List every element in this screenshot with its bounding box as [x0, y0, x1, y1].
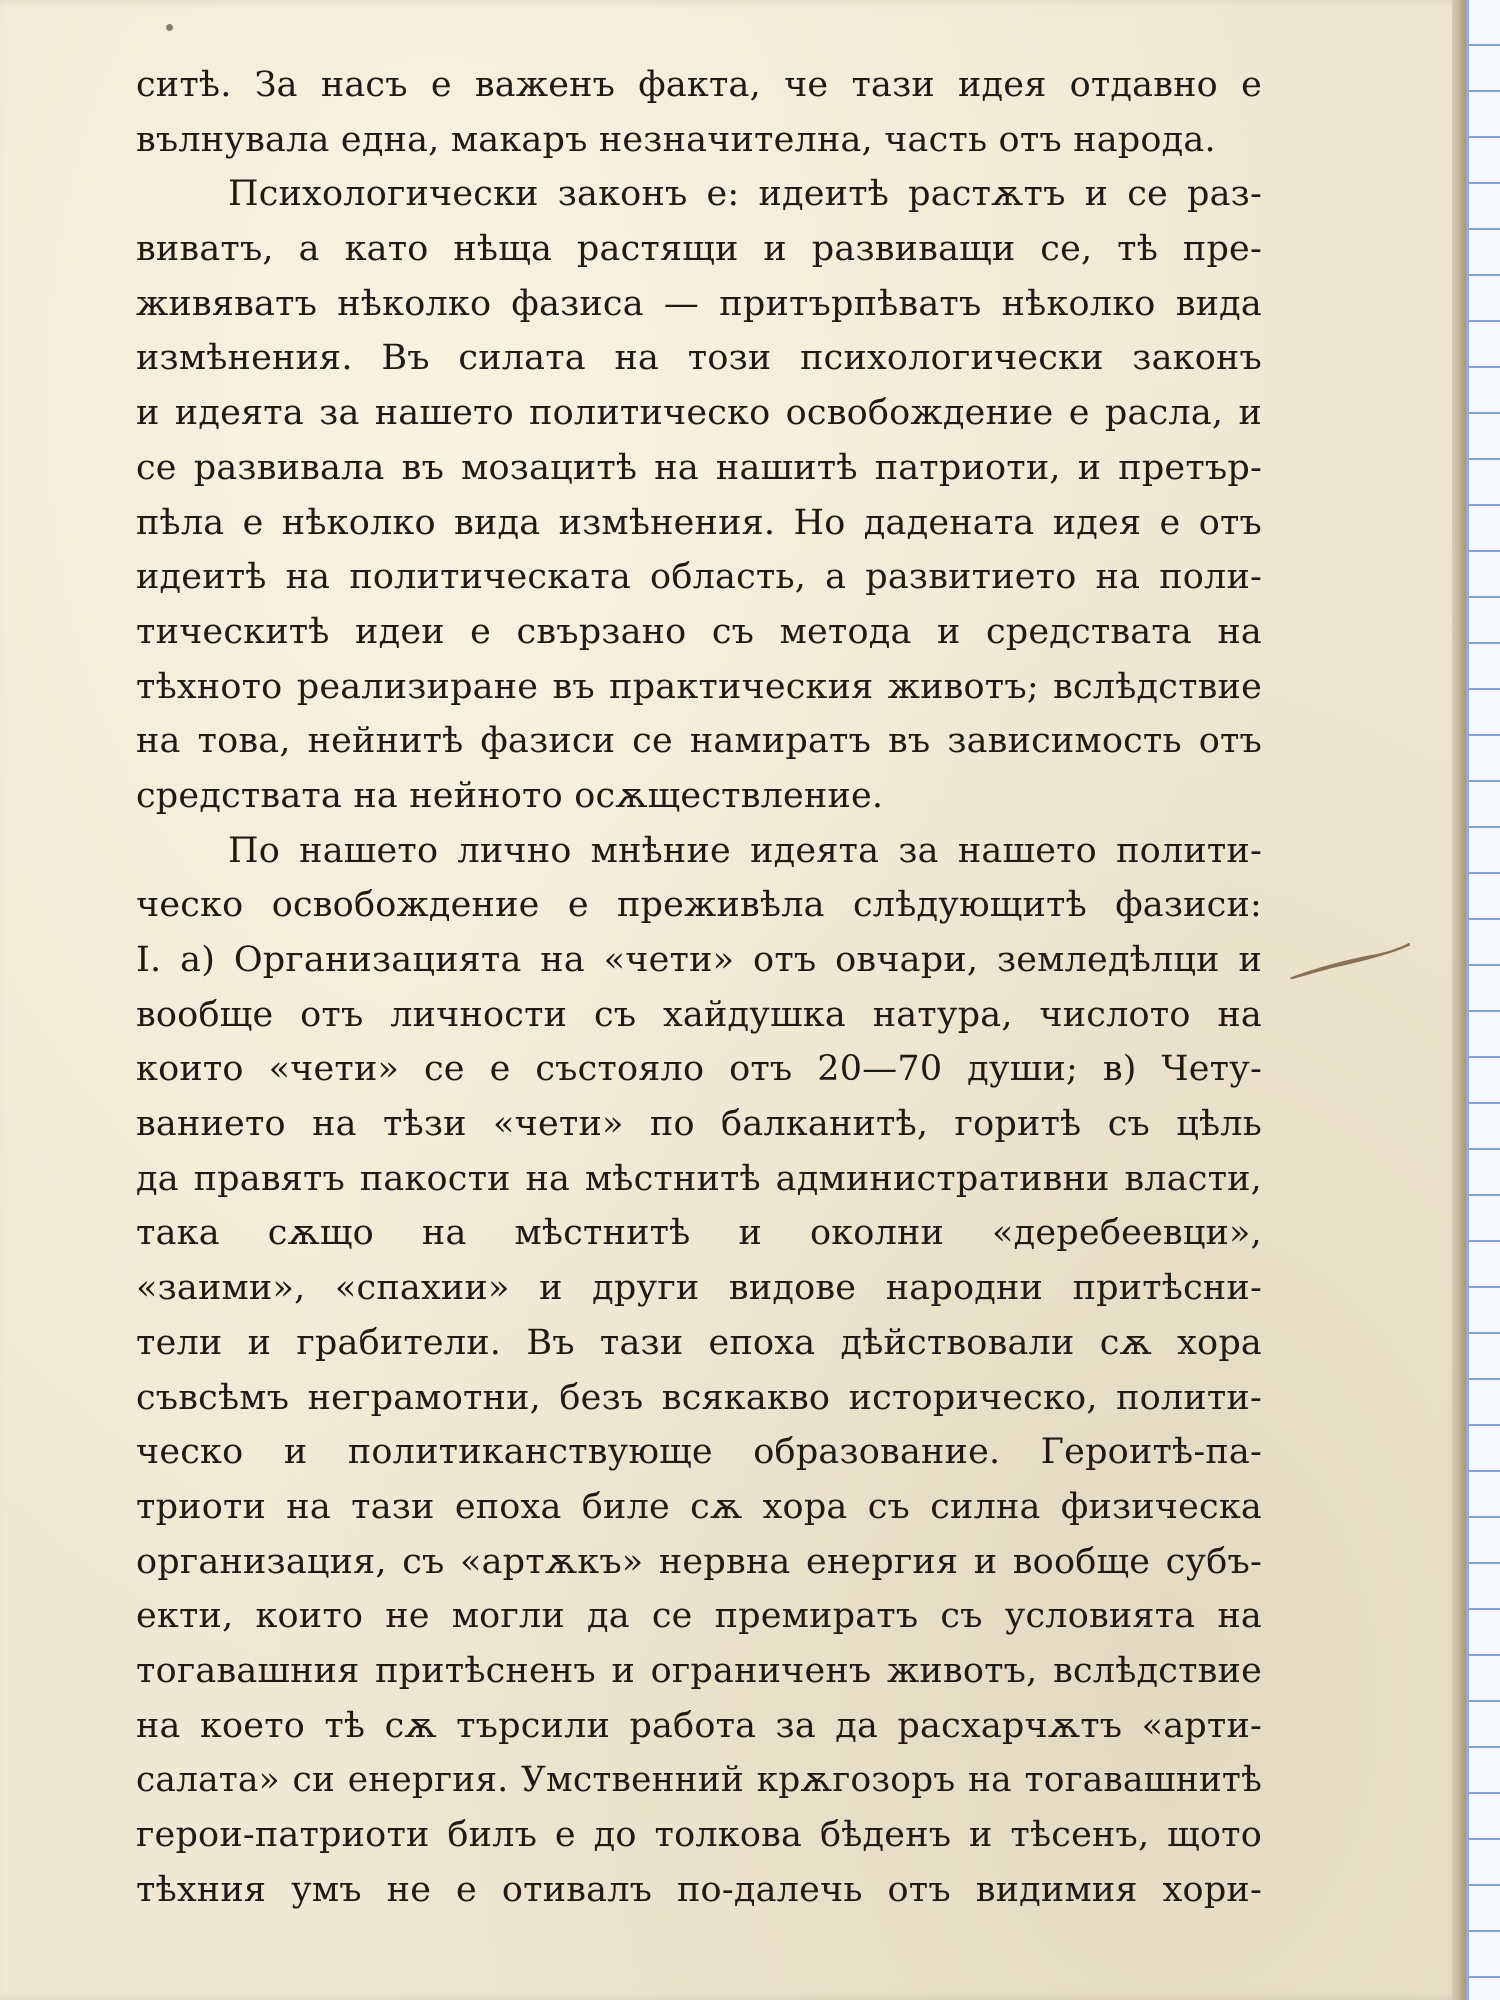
ink-spot: [166, 24, 173, 31]
text-line: ческо освобождение е преживѣла слѣдующитѣ фазиси:: [136, 885, 1262, 926]
text-line: живяватъ нѣколко фазиса — притърпѣватъ нѣколко вида: [136, 283, 1262, 324]
text-line: тогавашния притѣсненъ и ограниченъ животъ, вслѣдствие: [136, 1650, 1262, 1691]
text-line: тическитѣ идеи е свързано съ метода и средствата на: [136, 611, 1262, 652]
text-line: и идеята за нашето политическо освобождение е расла, и: [136, 393, 1262, 434]
text-line: екти, които не могли да се премиратъ съ условията на: [136, 1596, 1262, 1637]
text-line: тѣхния умъ не е отивалъ по-далечь отъ видимия хори-: [136, 1869, 1262, 1910]
text-line: салата» си енергия. Умственний крѫгозоръ на тогавашнитѣ: [136, 1760, 1262, 1801]
text-line: Психологически законъ е: идеитѣ растѫтъ и се раз-: [228, 174, 1262, 215]
text-line: съвсѣмъ неграмотни, безъ всякакво историческо, полити-: [136, 1377, 1262, 1418]
body-text: [136, 58, 1262, 1917]
text-line: герои-патриоти билъ е до толкова бѣденъ и тѣсенъ, щото: [136, 1815, 1262, 1855]
text-line: тѣхното реализиране въ практическия животъ; вслѣдствие: [136, 666, 1262, 707]
text-line: виватъ, а като нѣща растящи и развиващи се, тѣ пре-: [136, 229, 1262, 270]
text-line: пѣла е нѣколко вида измѣнения. Но дадената идея е отъ: [136, 502, 1262, 543]
text-line: средствата на нейното осѫществление.: [136, 775, 884, 816]
text-line: ческо и политиканствующе образование. Героитѣ-па-: [136, 1432, 1262, 1473]
page-edge: [1452, 0, 1466, 2000]
text-line: ванието на тѣзи «чети» по балканитѣ, горитѣ съ цѣль: [136, 1104, 1262, 1145]
text-line: на което тѣ сѫ търсили работа за да расхарчѫтъ «арти-: [136, 1705, 1262, 1746]
text-line: се развивала въ мозацитѣ на нашитѣ патриоти, и претър-: [136, 447, 1262, 488]
text-line: идеитѣ на политическата область, а развитието на поли-: [136, 557, 1262, 598]
text-line: «заими», «спахии» и други видове народни притѣсни-: [136, 1268, 1262, 1309]
text-line: триоти на тази епоха биле сѫ хора съ силна физическа: [136, 1486, 1262, 1527]
text-line: на това, нейнитѣ фазиси се намиратъ въ зависимость отъ: [136, 721, 1262, 762]
text-line: които «чети» се е състояло отъ 20—70 души; в) Чету-: [136, 1049, 1262, 1090]
text-line: тели и грабители. Въ тази епоха дѣйствовали сѫ хора: [136, 1322, 1262, 1363]
text-line: организация, съ «артѫкъ» нервна енергия и вообще субъ-: [136, 1541, 1262, 1582]
notebook-paper: [1466, 0, 1500, 2000]
text-line: да правятъ пакости на мѣстнитѣ административни власти,: [136, 1158, 1262, 1199]
text-line: така сѫщо на мѣстнитѣ и околни «деребеевци»,: [136, 1213, 1262, 1254]
text-line: вълнувала една, макаръ незначителна, часть отъ народа.: [136, 119, 1216, 160]
text-line: I. а) Организацията на «чети» отъ овчари, земледѣлци и: [136, 940, 1262, 980]
text-line: По нашето лично мнѣние идеята за нашето полити-: [228, 830, 1262, 871]
text-line: ситѣ. За насъ е важенъ факта, че тази идея отдавно е: [136, 65, 1262, 105]
text-line: вообще отъ личности съ хайдушка натура, числото на: [136, 994, 1262, 1035]
text-line: измѣнения. Въ силата на този психологически законъ: [136, 338, 1262, 379]
